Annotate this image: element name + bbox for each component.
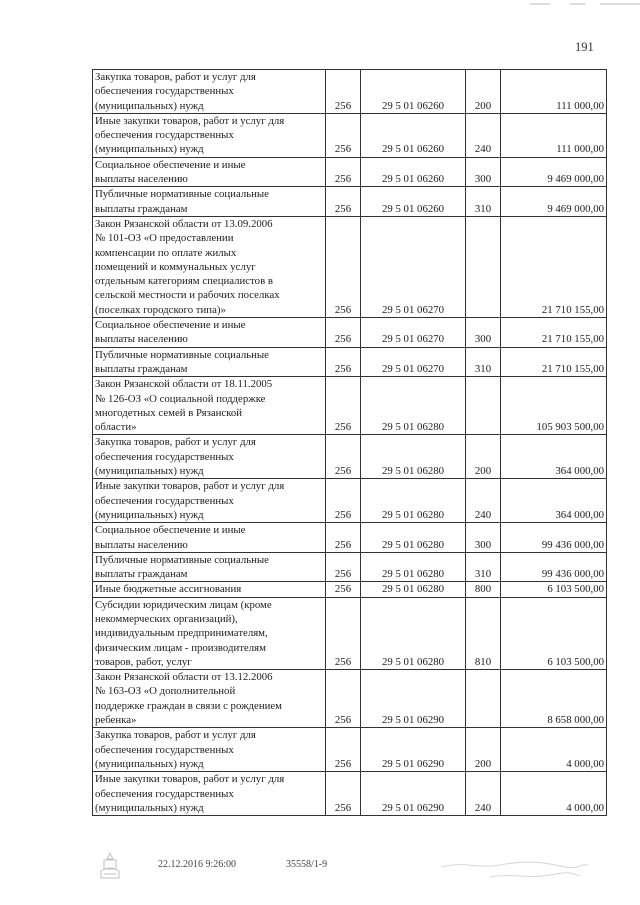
row-type-code [466, 377, 501, 435]
row-type-code: 810 [466, 597, 501, 669]
row-amount: 111 000,00 [501, 70, 607, 114]
row-amount: 9 469 000,00 [501, 157, 607, 187]
row-amount: 6 103 500,00 [501, 582, 607, 597]
row-amount: 4 000,00 [501, 772, 607, 816]
table-row [93, 582, 607, 597]
row-name: Закупка товаров, работ и услуг для обеспечения государственных (муниципальных) нужд [93, 435, 326, 479]
table-row [93, 479, 607, 523]
row-type-code: 300 [466, 523, 501, 553]
row-name: Иные закупки товаров, работ и услуг для обеспечения государственных (муниципальных) нужд [93, 479, 326, 523]
row-target-code: 29 5 01 06290 [361, 772, 466, 816]
row-type-code: 310 [466, 347, 501, 377]
row-target-code: 29 5 01 06280 [361, 582, 466, 597]
row-admin-code: 256 [326, 157, 361, 187]
row-type-code: 240 [466, 479, 501, 523]
row-amount: 21 710 155,00 [501, 318, 607, 348]
table-row [93, 70, 607, 114]
row-amount: 21 710 155,00 [501, 347, 607, 377]
row-target-code: 29 5 01 06260 [361, 70, 466, 114]
row-amount: 21 710 155,00 [501, 216, 607, 317]
table-row [93, 187, 607, 217]
table-row [93, 377, 607, 435]
table-row [93, 347, 607, 377]
row-name: Социальное обеспечение и иные выплаты населению [93, 318, 326, 348]
row-type-code: 200 [466, 435, 501, 479]
row-name: Публичные нормативные социальные выплаты гражданам [93, 552, 326, 582]
table-row [93, 435, 607, 479]
scan-edge-mark [530, 0, 640, 8]
row-name: Закупка товаров, работ и услуг для обеспечения государственных (муниципальных) нужд [93, 70, 326, 114]
row-name: Иные закупки товаров, работ и услуг для обеспечения государственных (муниципальных) нужд [93, 113, 326, 157]
stamp-mark [440, 857, 590, 883]
row-admin-code: 256 [326, 479, 361, 523]
budget-table [92, 69, 607, 816]
table-row [93, 523, 607, 553]
row-admin-code: 256 [326, 597, 361, 669]
row-admin-code: 256 [326, 377, 361, 435]
row-target-code: 29 5 01 06270 [361, 318, 466, 348]
row-amount: 364 000,00 [501, 435, 607, 479]
row-amount: 105 903 500,00 [501, 377, 607, 435]
row-name: Закупка товаров, работ и услуг для обеспечения государственных (муниципальных) нужд [93, 728, 326, 772]
table-row [93, 552, 607, 582]
table-row [93, 113, 607, 157]
row-admin-code: 256 [326, 113, 361, 157]
row-target-code: 29 5 01 06280 [361, 377, 466, 435]
row-name: Публичные нормативные социальные выплаты гражданам [93, 187, 326, 217]
table-row [93, 772, 607, 816]
row-target-code: 29 5 01 06260 [361, 113, 466, 157]
row-type-code [466, 670, 501, 728]
row-target-code: 29 5 01 06260 [361, 187, 466, 217]
row-admin-code: 256 [326, 523, 361, 553]
page-number: 191 [575, 40, 594, 54]
table-row [93, 597, 607, 669]
row-name: Закон Рязанской области от 13.12.2006 № 163-ОЗ «О дополнительной поддержке граждан в связи с рождением ребенка» [93, 670, 326, 728]
row-admin-code: 256 [326, 772, 361, 816]
row-type-code: 200 [466, 728, 501, 772]
row-type-code: 300 [466, 157, 501, 187]
row-admin-code: 256 [326, 552, 361, 582]
row-admin-code: 256 [326, 318, 361, 348]
row-target-code: 29 5 01 06270 [361, 216, 466, 317]
row-target-code: 29 5 01 06280 [361, 552, 466, 582]
row-amount: 99 436 000,00 [501, 552, 607, 582]
row-admin-code: 256 [326, 728, 361, 772]
row-type-code: 300 [466, 318, 501, 348]
row-amount: 111 000,00 [501, 113, 607, 157]
row-name: Публичные нормативные социальные выплаты гражданам [93, 347, 326, 377]
footer-document-code: 35558/1-9 [286, 859, 328, 870]
row-target-code: 29 5 01 06280 [361, 479, 466, 523]
row-target-code: 29 5 01 06280 [361, 523, 466, 553]
table-row [93, 318, 607, 348]
row-admin-code: 256 [326, 70, 361, 114]
row-target-code: 29 5 01 06270 [361, 347, 466, 377]
row-admin-code: 256 [326, 216, 361, 317]
row-name: Социальное обеспечение и иные выплаты населению [93, 157, 326, 187]
table-row [93, 670, 607, 728]
row-amount: 8 658 000,00 [501, 670, 607, 728]
row-name: Закон Рязанской области от 13.09.2006 № 101-ОЗ «О предоставлении компенсации по оплате жилых помещений и коммунальных услуг отдельным категориям специалистов в сельской местности и рабочих поселках (поселках городского типа)» [93, 216, 326, 317]
row-type-code: 240 [466, 113, 501, 157]
row-name: Субсидии юридическим лицам (кроме некоммерческих организаций), индивидуальным предпринимателям, физическим лицам - производителям товаров, работ, услуг [93, 597, 326, 669]
row-admin-code: 256 [326, 347, 361, 377]
table-row [93, 728, 607, 772]
row-target-code: 29 5 01 06290 [361, 728, 466, 772]
footer-date: 22.12.2016 9:26:00 [158, 859, 237, 870]
row-amount: 6 103 500,00 [501, 597, 607, 669]
row-type-code: 200 [466, 70, 501, 114]
row-amount: 4 000,00 [501, 728, 607, 772]
row-type-code: 240 [466, 772, 501, 816]
table-row [93, 157, 607, 187]
row-amount: 99 436 000,00 [501, 523, 607, 553]
row-type-code: 310 [466, 187, 501, 217]
row-admin-code: 256 [326, 187, 361, 217]
row-target-code: 29 5 01 06290 [361, 670, 466, 728]
row-target-code: 29 5 01 06280 [361, 597, 466, 669]
table-row [93, 216, 607, 317]
row-name: Закон Рязанской области от 18.11.2005 № 126-ОЗ «О социальной поддержке многодетных семей в Рязанской области» [93, 377, 326, 435]
row-target-code: 29 5 01 06280 [361, 435, 466, 479]
row-admin-code: 256 [326, 435, 361, 479]
row-type-code [466, 216, 501, 317]
row-amount: 364 000,00 [501, 479, 607, 523]
emblem-logo [98, 851, 122, 881]
row-target-code: 29 5 01 06260 [361, 157, 466, 187]
row-type-code: 310 [466, 552, 501, 582]
row-type-code: 800 [466, 582, 501, 597]
row-admin-code: 256 [326, 670, 361, 728]
row-amount: 9 469 000,00 [501, 187, 607, 217]
row-name: Социальное обеспечение и иные выплаты населению [93, 523, 326, 553]
row-name: Иные бюджетные ассигнования [93, 582, 326, 597]
row-name: Иные закупки товаров, работ и услуг для обеспечения государственных (муниципальных) нужд [93, 772, 326, 816]
row-admin-code: 256 [326, 582, 361, 597]
